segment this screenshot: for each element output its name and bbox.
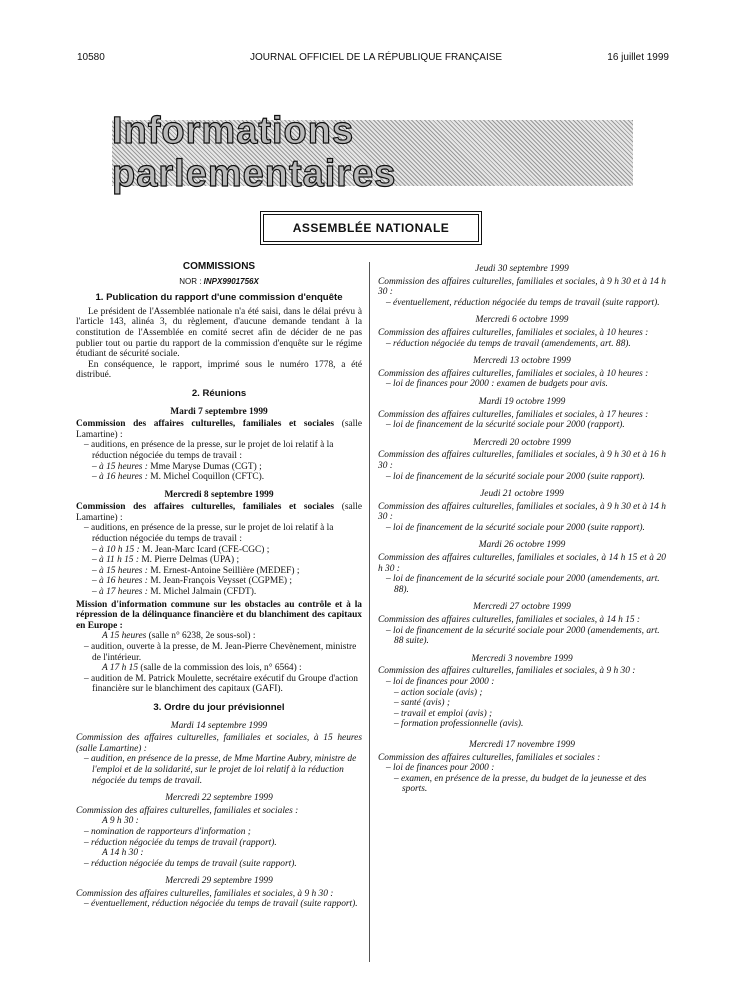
list-item: – loi de financement de la sécurité sociale pour 2000 (rapport). [386, 420, 625, 431]
commission-line: Commission des affaires culturelles, familiales et sociales, à 9 h 30 : [378, 666, 636, 677]
commission-line: Commission des affaires culturelles, familiales et sociales, à 9 h 30 : [76, 888, 334, 899]
nor-reference: NOR : INPX9901756X [179, 276, 259, 286]
agenda-date: Mercredi 20 octobre 1999 [473, 437, 571, 448]
journal-title: JOURNAL OFFICIEL DE LA RÉPUBLIQUE FRANÇAISE [250, 52, 503, 63]
commission-line: Commission des affaires culturelles, familiales et sociales, à 9 h 30 et à 14 h 30 : [378, 276, 666, 298]
sub-list-item: – examen, en présence de la presse, du budget de la jeunesse et des sports. [394, 773, 647, 795]
page-number: 10580 [77, 52, 105, 63]
time-line: A 9 h 30 : [102, 816, 139, 827]
hearing-item [76, 555, 362, 566]
commission-line: Commission des affaires culturelles, familiales et sociales, à 15 heures (salle Lamartine) : [76, 733, 362, 754]
hearing-list [76, 545, 362, 598]
list-item: – audition, ouverte à la presse, de M. Jean-Pierre Chevènement, ministre de l'intérieur. [84, 642, 357, 663]
list-item: – audition de M. Patrick Moulette, secrétaire exécutif du Groupe d'action financière sur le blanchiment des capitaux (GAFI). [84, 673, 358, 695]
list-item: – réduction négociée du temps de travail (suite rapport). [84, 858, 297, 869]
commission-line: Commission des affaires culturelles, familiales et sociales, à 14 h 15 : [378, 615, 641, 626]
commission-line: Commission des affaires culturelles, familiales et sociales (salle Lamartine) : [76, 419, 363, 440]
hearing-time: – à 15 heures : [92, 565, 148, 576]
agenda-date: Jeudi 30 septembre 1999 [475, 264, 569, 274]
list-item: – loi de finances pour 2000 : [386, 677, 495, 687]
hearing-time: – à 15 heures : [92, 461, 148, 472]
commission-line: Commission des affaires culturelles, familiales et sociales, à 9 h 30 et à 14 h 30 : [378, 501, 666, 523]
time-line: A 15 heures (salle n° 6238, 2e sous-sol) : [102, 631, 256, 642]
list-item: – audition, en présence de la presse, de Mme Martine Aubry, ministre de l'emploi et de la solidarité, sur le projet de loi relatif à la réduction négociée du temps de travail. [84, 754, 357, 786]
list-item: – éventuellement, réduction négociée du temps de travail (suite rapport). [386, 297, 660, 308]
list-item: – nomination de rapporteurs d'information ; [84, 826, 251, 837]
agenda-date: Mercredi 29 septembre 1999 [165, 876, 273, 887]
section-1-title: 1. Publication du rapport d'une commission d'enquête [95, 292, 343, 304]
hearing-item [76, 566, 362, 577]
hearing-person: M. Pierre Delmas (UPA) ; [141, 555, 240, 566]
time-line: A 17 h 15 (salle de la commission des lois, n° 6564) : [102, 663, 302, 674]
list-item: – loi de finances pour 2000 : [386, 763, 495, 774]
agenda-date: Mercredi 13 octobre 1999 [473, 356, 571, 367]
issue-date: 16 juillet 1999 [607, 52, 669, 63]
commissions-heading: COMMISSIONS [182, 261, 256, 272]
column-divider [369, 262, 370, 962]
commission-line: Commission des affaires culturelles, familiales et sociales, à 17 heures : [378, 409, 649, 420]
hearing-person: M. Michel Coquillon (CFTC). [150, 472, 265, 483]
list-item: – auditions, en présence de la presse, sur le projet de loi relatif à la réduction négociée du temps de travail : [84, 523, 334, 545]
sub-list-item: – santé (avis) ; [394, 698, 450, 709]
agenda-date: Jeudi 21 octobre 1999 [480, 489, 564, 500]
hearing-time: – à 10 h 15 : [92, 544, 140, 555]
list-item: – loi de financement de la sécurité sociale pour 2000 (suite rapport). [386, 471, 645, 482]
sub-list-item: – action sociale (avis) ; [394, 687, 483, 698]
hearing-item [76, 545, 362, 556]
list-item: – loi de financement de la sécurité sociale pour 2000 (suite rapport). [386, 522, 645, 533]
hearing-item [76, 472, 362, 483]
agenda-date: Mercredi 6 octobre 1999 [475, 315, 569, 326]
agenda-date: Mardi 14 septembre 1999 [170, 720, 268, 731]
hearing-time: – à 11 h 15 : [92, 555, 139, 566]
section-3-title: 3. Ordre du jour prévisionnel [153, 701, 285, 713]
agenda-blocks [378, 264, 666, 647]
hearing-person: M. Michel Jalmain (CFDT). [150, 587, 257, 598]
commission-line: Commission des affaires culturelles, familiales et sociales : [76, 805, 299, 816]
list-item: – loi de finances pour 2000 : examen de budgets pour avis. [386, 379, 608, 390]
meeting-date: Mardi 7 septembre 1999 [170, 406, 268, 417]
commission-line: Commission des affaires culturelles, familiales et sociales : [378, 752, 601, 763]
banner-title: Informations parlementaires [112, 110, 397, 195]
commission-line: Commission des affaires culturelles, familiales et sociales, à 9 h 30 et à 16 h 30 : [378, 450, 666, 471]
list-item: – loi de financement de la sécurité sociale pour 2000 (amendements, art. 88). [386, 574, 660, 595]
informations-parlementaires-banner [112, 110, 633, 195]
hearing-list [76, 462, 362, 483]
list-item: – réduction négociée du temps de travail (rapport). [84, 837, 277, 848]
list-item: – auditions, en présence de la presse, sur le projet de loi relatif à la réduction négociée du temps de travail : [84, 440, 334, 461]
commission-line: Commission des affaires culturelles, familiales et sociales (salle Lamartine) : [76, 502, 363, 523]
meeting-date: Mercredi 8 septembre 1999 [164, 489, 274, 500]
hearing-time: – à 16 heures : [92, 472, 148, 483]
agenda-date: Mercredi 22 septembre 1999 [165, 793, 273, 804]
paragraph: Le président de l'Assemblée nationale n'a été saisi, dans le délai prévu à l'article 143, alinéa 3, du règlement, d'aucune demande tendant à la constitution de l'Assemblée en comité secret afin de décider de ne pas publier tout ou partie du rapport de la commission d'enquête sur le régime étudiant de sécurité sociale. [76, 306, 362, 360]
list-item: – réduction négociée du temps de travail (amendements, art. 88). [386, 338, 631, 349]
mission-title: Mission d'information commune sur les obstacles au contrôle et à la répression de la délinquance financière et du blanchiment des capitaux en Europe : [76, 599, 362, 631]
paragraph: En conséquence, le rapport, imprimé sous le numéro 1778, a été distribué. [76, 359, 362, 381]
sub-list-item: – formation professionnelle (avis). [394, 719, 524, 730]
commission-line: Commission des affaires culturelles, familiales et sociales, à 10 heures : [378, 327, 649, 338]
list-item: – éventuellement, réduction négociée du temps de travail (suite rapport). [84, 899, 358, 910]
commission-line: Commission des affaires culturelles, familiales et sociales, à 14 h 15 et à 20 h 30 : [378, 553, 666, 574]
section-2-title: 2. Réunions [191, 387, 247, 399]
left-column [76, 262, 362, 910]
sub-list [378, 688, 666, 730]
agenda-date: Mercredi 3 novembre 1999 [471, 653, 573, 664]
sub-list [378, 774, 666, 795]
hearing-item [76, 576, 362, 587]
sub-list-item: – travail et emploi (avis) ; [394, 708, 493, 719]
agenda-date: Mardi 26 octobre 1999 [478, 540, 566, 551]
list-item: – loi de financement de la sécurité sociale pour 2000 (amendements, art. 88 suite). [386, 625, 660, 647]
hearing-item [76, 462, 362, 473]
hearing-person: Mme Maryse Dumas (CGT) ; [150, 461, 262, 472]
right-column [378, 262, 666, 795]
assemblee-nationale-box [263, 214, 479, 242]
commission-line: Commission des affaires culturelles, familiales et sociales, à 10 heures : [378, 368, 649, 379]
agenda-date: Mercredi 27 octobre 1999 [473, 602, 571, 613]
assemblee-nationale-label: ASSEMBLÉE NATIONALE [292, 221, 450, 235]
time-line: A 14 h 30 : [102, 848, 144, 859]
hearing-time: – à 16 heures : [92, 576, 148, 587]
hearing-person: M. Ernest-Antoine Seillière (MEDEF) ; [150, 565, 300, 576]
hearing-person: M. Jean-Marc Icard (CFE-CGC) ; [142, 544, 270, 555]
agenda-date: Mardi 19 octobre 1999 [478, 396, 566, 407]
agenda-date: Mercredi 17 novembre 1999 [469, 739, 575, 750]
hearing-time: – à 17 heures : [92, 587, 148, 598]
hearing-person: M. Jean-François Veysset (CGPME) ; [150, 576, 292, 587]
hearing-item [76, 587, 362, 598]
